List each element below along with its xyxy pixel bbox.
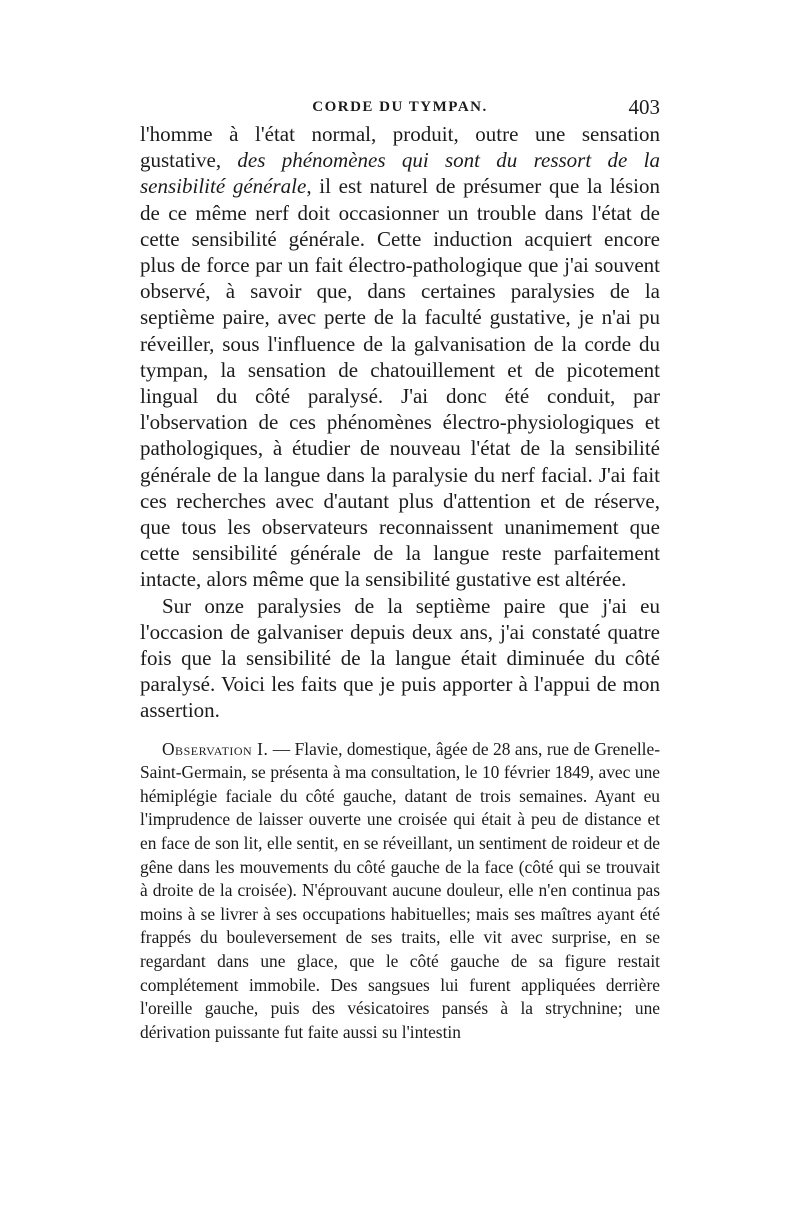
- running-head: [140, 95, 660, 121]
- paragraph-continued: [140, 121, 660, 593]
- observation-title: Observation I.: [162, 738, 269, 759]
- running-title: CORDE DU TYMPAN.: [312, 99, 488, 115]
- observation-text: — Flavie, domestique, âgée de 28 ans, rue de Grenelle-Saint-Germain, se présenta à ma consultation, le 10 février 1849, avec une hémiplégie faciale du côté gauche, datant de trois semaines. Ayant eu l'imprudence de laisser ouverte une croisée qui était à peu de distance et en face de son lit, elle sentit, en se réveillant, un sentiment de roideur et de gêne dans les mouvements du côté gauche de la face (côté qui se trouvait à droite de la croisée). N'éprouvant aucune douleur, elle n'en continua pas moins à se livrer à ses occupations habituelles; mais ses maîtres ayant été frappés du bouleversement de ses traits, elle vit avec surprise, en se regardant dans une glace, que le côté gauche de sa figure restait complétement immobile. Des sangsues lui furent appliquées derrière l'oreille gauche, puis des vésicatoires pansés à la strychnine; une dérivation puissante fut faite aussi su l'intestin: [140, 738, 660, 1042]
- paragraph-second: [140, 593, 660, 724]
- italic-phrase: des phénomènes qui sont du ressort de la sensibilité générale: [140, 148, 660, 199]
- paragraph-text: l'homme à l'état normal, produit, outre une sensation gustative,: [140, 122, 660, 173]
- paragraph-text: Sur onze paralysies de la septième paire que j'ai eu l'occasion de galvaniser depuis deux ans, j'ai constaté quatre fois que la sensibilité de la langue était diminuée du côté paralysé. Voici les faits que je puis apporter à l'appui de mon assertion.: [140, 593, 660, 723]
- observation-paragraph: [140, 738, 660, 1045]
- page-number: 403: [628, 95, 660, 119]
- paragraph-text: , il est naturel de présumer que la lésion de ce même nerf doit occasionner un trouble dans l'état de cette sensibilité générale. Cette induction acquiert encore plus de force par un fait électro-pathologique que j'ai souvent observé, à savoir que, dans certaines paralysies de la septième paire, avec perte de la faculté gustative, je n'ai pu réveiller, sous l'influence de la galvanisation de la corde du tympan, la sensation de chatouillement et de picotement lingual du côté paralysé. J'ai donc été conduit, par l'observation de ces phénomènes électro-physiologiques et pathologiques, à étudier de nouveau l'état de la sensibilité générale de la langue dans la paralysie du nerf facial. J'ai fait ces recherches avec d'autant plus d'attention et de réserve, que tous les observateurs reconnaissent unanimement que cette sensibilité générale de la langue reste parfaitement intacte, alors même que la sensibilité gustative est altérée.: [140, 174, 660, 592]
- body-text: [140, 121, 660, 1044]
